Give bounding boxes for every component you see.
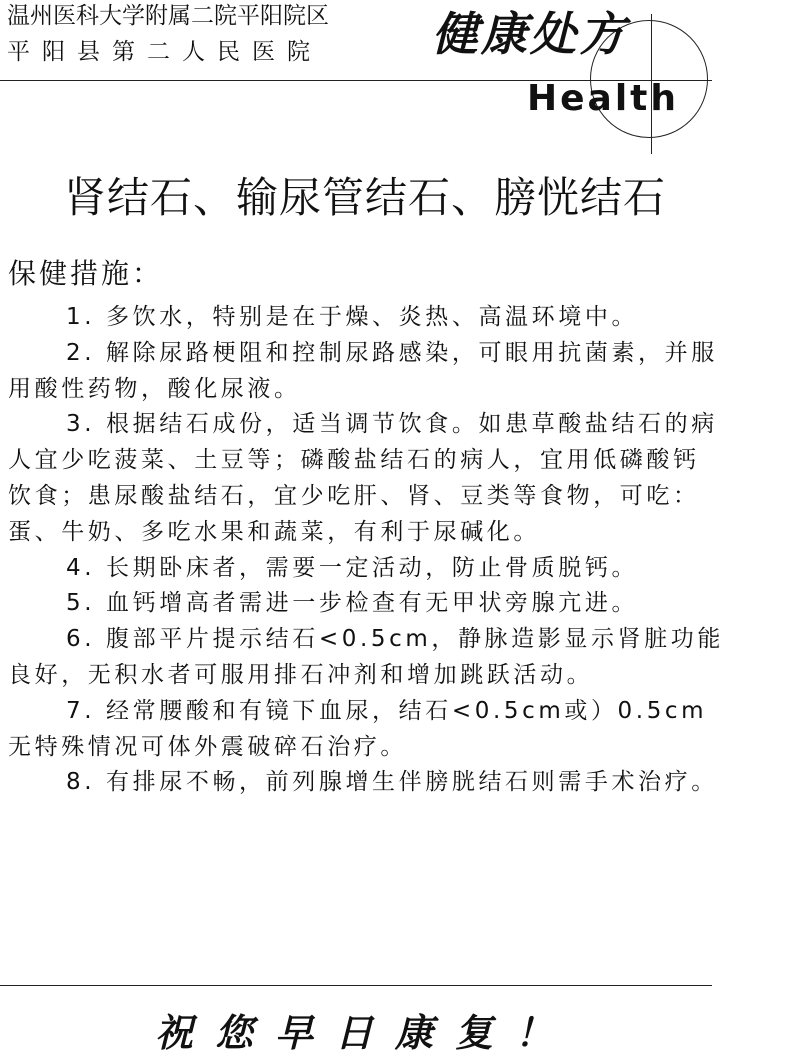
list-item: 2. 解除尿路梗阻和控制尿路感染，可眼用抗菌素，并服用酸性药物，酸化尿液。: [8, 339, 718, 402]
list-item: 1. 多饮水，特别是在于燥、炎热、高温环境中。: [66, 304, 639, 330]
closing-message: 祝您早日康复！: [154, 1010, 575, 1055]
hospital-name-line1: 温州医科大学附属二院平阳院区: [7, 3, 329, 29]
hospital-name-line2: 平阳县第二人民医院: [7, 39, 322, 65]
care-measures-list: [8, 300, 724, 801]
section-heading: 保健措施：: [8, 257, 164, 290]
list-item: 3. 根据结石成份，适当调节饮食。如患草酸盐结石的病人宜少吃菠菜、土豆等；磷酸盐结石的病人，宜用低磷酸钙饮食；患尿酸盐结石，宜少吃肝、肾、豆类等食物，可吃：蛋、牛奶、多吃水果和蔬菜，有利于尿碱化。: [8, 411, 718, 545]
list-item: 8. 有排尿不畅，前列腺增生伴膀胱结石则需手术治疗。: [66, 769, 718, 796]
list-item: 7. 经常腰酸和有镜下血尿，结石<0.5cm或）0.5cm无特殊情况可体外震破碎石治疗。: [8, 697, 708, 760]
footer-divider: [0, 985, 712, 986]
list-item: 4. 长期卧床者，需要一定活动，防止骨质脱钙。: [66, 554, 639, 581]
health-label: Health: [527, 78, 680, 119]
list-item: 6. 腹部平片提示结石<0.5cm，静脉造影显示肾脏功能良好，无积水者可服用排石冲剂和增加跳跃活动。: [8, 626, 724, 688]
header: [0, 0, 803, 160]
page-title: 肾结石、输尿管结石、膀恍结石: [63, 173, 666, 222]
prescription-title: 健康处方: [432, 7, 628, 61]
list-item: 5. 血钙增高者需进一步检查有无甲状旁腺亢进。: [66, 590, 639, 617]
